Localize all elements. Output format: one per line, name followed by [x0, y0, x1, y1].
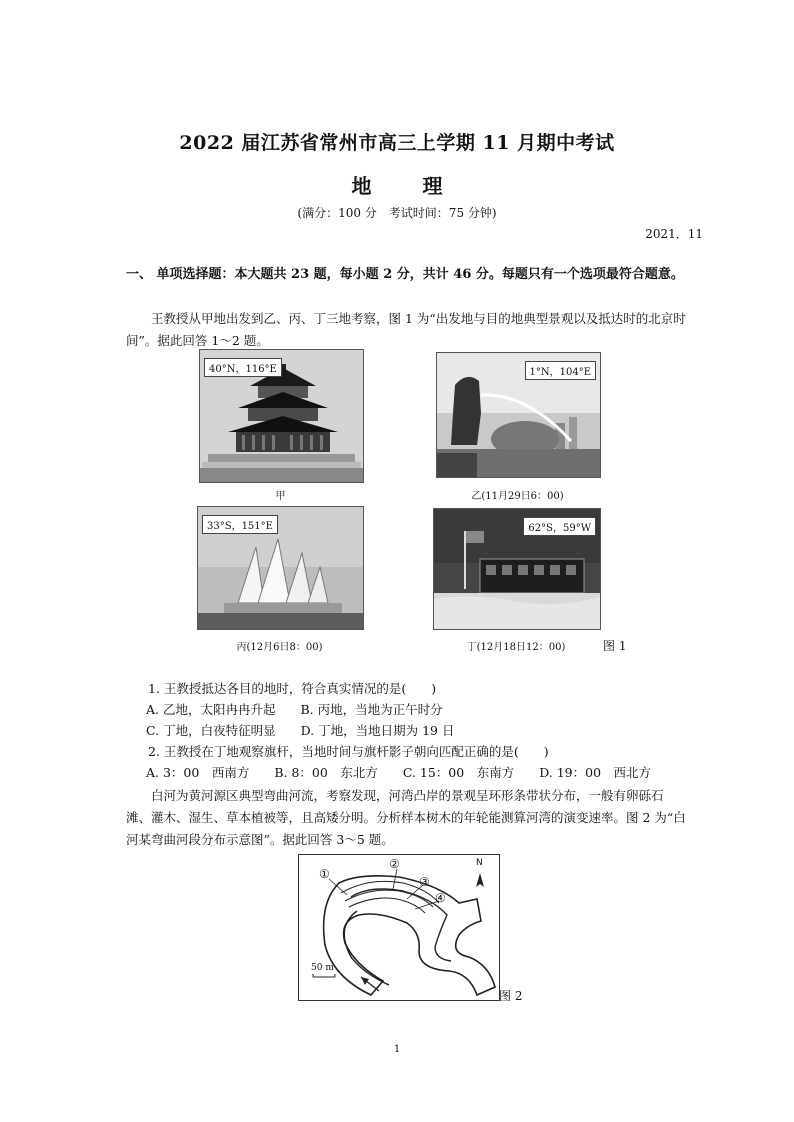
scale-label: 50 m: [311, 963, 334, 973]
photo-temple-of-heaven: [199, 349, 364, 483]
marker-2: ②: [389, 857, 400, 871]
marker-3: ③: [419, 875, 430, 889]
question-2: 2. 王教授在丁地观察旗杆，当地时间与旗杆影子朝向匹配正确的是( ): [148, 744, 549, 759]
marker-1: ①: [319, 867, 330, 881]
photo-sydney-opera-house: [197, 506, 364, 630]
photo-antarctic-station: [433, 508, 601, 630]
page-number: 1: [393, 1044, 401, 1055]
figure-2-map: [298, 854, 500, 1001]
exam-title: 2022 届江苏省常州市高三上学期 11 月期中考试: [179, 132, 615, 154]
exam-note: (满分：100 分 考试时间：75 分钟): [297, 206, 497, 220]
coord-label-bing: 33°S，151°E: [202, 515, 278, 534]
coord-label-yi: 1°N，104°E: [525, 361, 597, 380]
subject-title: 地 理: [351, 174, 465, 198]
caption-yi: 乙(11月29日6：00): [471, 491, 564, 502]
question-2-options: A. 3：00 西南方 B. 8：00 东北方 C. 15：00 东南方 D. 19：00 西北方: [146, 765, 652, 780]
figure-1-label: 图 1: [603, 639, 627, 653]
caption-bing: 丙(12月6日8：00): [236, 642, 323, 653]
question-1: 1. 王教授抵达各目的地时，符合真实情况的是( ): [148, 681, 437, 696]
coord-label-ding: 62°S，59°W: [523, 517, 596, 536]
section-heading: 一、 单项选择题：本大题共 23 题，每小题 2 分，共计 46 分。每题只有一个选项最符合题意。: [126, 267, 684, 282]
figure-2-label: 图 2: [499, 989, 523, 1003]
coord-label-jia: 40°N，116°E: [204, 358, 282, 377]
marker-4: ④: [435, 891, 446, 905]
question-1-options-cd: C. 丁地，白夜特征明显 D. 丁地，当地日期为 19 日: [146, 723, 455, 738]
north-arrow-icon: N: [476, 858, 483, 868]
intro-paragraph: 王教授从甲地出发到乙、丙、丁三地考察，图 1 为“出发地与目的地典型景观以及抵达时的北京时间”。据此回答 1～2 题。: [126, 311, 686, 348]
exam-date: 2021．11: [645, 227, 703, 241]
question-1-options-ab: A. 乙地，太阳冉冉升起 B. 丙地，当地为正午时分: [146, 702, 443, 717]
intro-paragraph-2: 白河为黄河源区典型弯曲河流，考察发现，河湾凸岸的景观呈环形条带状分布，一般有卵砾石滩、灌木、湿生、草本植被等，且高矮分明。分析样本树木的年轮能测算河湾的演变速率。图 2 为“白河某弯曲河段分布示意图”。据此回答 3～5 题。: [126, 788, 686, 847]
caption-jia: 甲: [275, 491, 286, 502]
photo-merlion: [436, 352, 601, 478]
caption-ding: 丁(12月18日12：00): [466, 642, 566, 653]
